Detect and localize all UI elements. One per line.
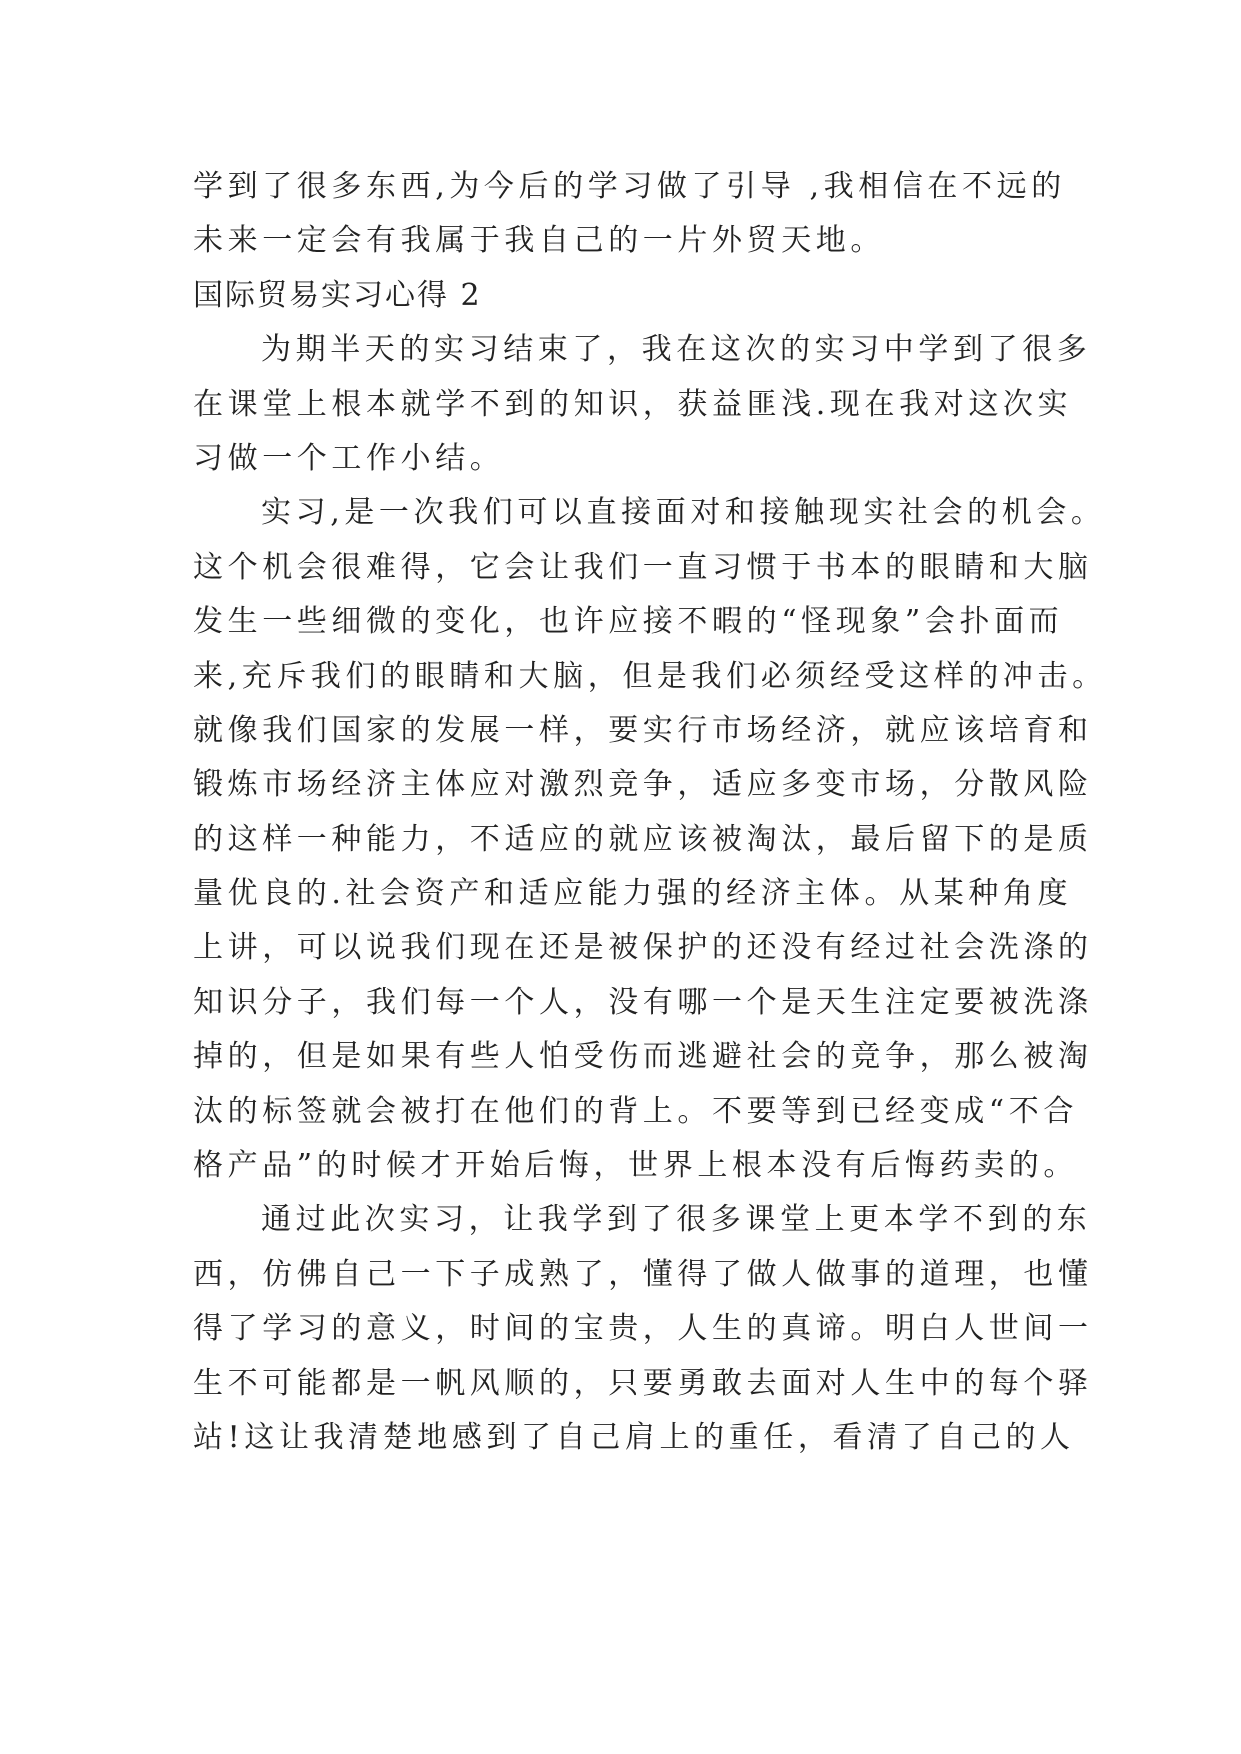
text-line: 就像我们国家的发展一样，要实行市场经济，就应该培育和 (193, 712, 1093, 748)
text-line: 锻炼市场经济主体应对激烈竞争，适应多变市场，分散风险 (193, 767, 1093, 803)
text-line: 量优良的.社会资产和适应能力强的经济主体。从某种角度 (193, 876, 1073, 912)
text-line: 站!这让我清楚地感到了自己肩上的重任，看清了自己的人 (193, 1419, 1075, 1455)
text-line: 上讲，可以说我们现在还是被保护的还没有经过社会洗涤的 (193, 930, 1093, 966)
text-line: 的这样一种能力，不适应的就应该被淘汰，最后留下的是质 (193, 821, 1093, 857)
text-line: 西，仿佛自己一下子成熟了，懂得了做人做事的道理，也懂 (193, 1256, 1093, 1292)
text-line: 未来一定会有我属于我自己的一片外贸天地。 (193, 223, 885, 259)
document-body (193, 160, 1107, 1465)
text-line: 通过此次实习，让我学到了很多课堂上更本学不到的东 (261, 1202, 1092, 1238)
text-line: 得了学习的意义，时间的宝贵，人生的真谛。明白人世间一 (193, 1311, 1093, 1347)
text-line: 掉的，但是如果有些人怕受伤而逃避社会的竞争，那么被淘 (193, 1039, 1093, 1075)
text-line: 知识分子，我们每一个人，没有哪一个是天生注定要被洗涤 (193, 984, 1093, 1020)
text-line: 生不可能都是一帆风顺的，只要勇敢去面对人生中的每个驿 (193, 1365, 1093, 1401)
text-line: 格产品”的时候才开始后悔，世界上根本没有后悔药卖的。 (193, 1148, 1078, 1184)
text-line: 发生一些细微的变化，也许应接不暇的“怪现象”会扑面而 (193, 604, 1064, 640)
text-line: 实习,是一次我们可以直接面对和接触现实社会的机会。 (261, 495, 1106, 531)
text-line: 习做一个工作小结。 (193, 440, 505, 476)
text-line: 这个机会很难得，它会让我们一直习惯于书本的眼睛和大脑 (193, 549, 1093, 585)
text-line: 汰的标签就会被打在他们的背上。不要等到已经变成“不合 (193, 1093, 1078, 1129)
section-heading: 国际贸易实习心得 2 (193, 277, 482, 313)
text-line: 在课堂上根本就学不到的知识，获益匪浅.现在我对这次实 (193, 386, 1073, 422)
text-line: 来,充斥我们的眼睛和大脑，但是我们必须经受这样的冲击。 (193, 658, 1107, 694)
text-line: 学到了很多东西,为今后的学习做了引导 ,我相信在不远的 (193, 169, 1066, 204)
text-line: 为期半天的实习结束了，我在这次的实习中学到了很多 (261, 332, 1092, 368)
